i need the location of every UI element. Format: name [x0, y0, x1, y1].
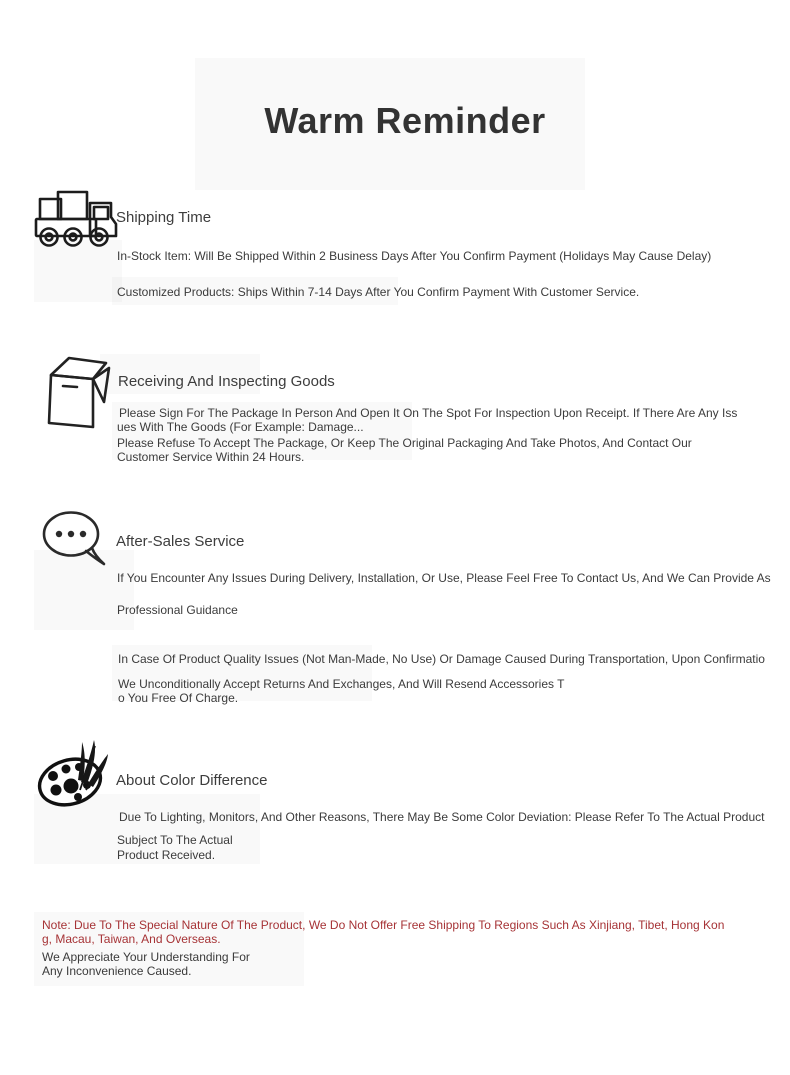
body-line: Due To Lighting, Monitors, And Other Reasons, There May Be Some Color Deviation: Please Refer To The Actual Product [119, 810, 765, 824]
body-line: Please Sign For The Package In Person And Open It On The Spot For Inspection Upon Receipt. If There Are Any Iss [119, 406, 738, 420]
body-line: o You Free Of Charge. [118, 691, 239, 705]
body-line: Professional Guidance [117, 603, 238, 617]
section-heading-receiving-goods: Receiving And Inspecting Goods [118, 373, 335, 390]
body-line: ues With The Goods (For Example: Damage... [117, 420, 364, 434]
package-box-icon [40, 350, 114, 436]
body-line: Customized Products: Ships Within 7-14 Days After You Confirm Payment With Customer Service. [117, 285, 640, 299]
note-line-red: Note: Due To The Special Nature Of The Product, We Do Not Offer Free Shipping To Regions Such As Xinjiang, Tibet, Hong Kon [42, 918, 725, 932]
body-line: Customer Service Within 24 Hours. [117, 450, 305, 464]
chat-bubble-icon [40, 506, 108, 570]
note-line: Any Inconvenience Caused. [42, 964, 192, 978]
body-line: If You Encounter Any Issues During Delivery, Installation, Or Use, Please Feel Free To Contact Us, And We Can Provide As [117, 571, 771, 585]
section-heading-after-sales: After-Sales Service [116, 533, 245, 550]
page-title: Warm Reminder [264, 100, 546, 141]
body-line: We Unconditionally Accept Returns And Exchanges, And Will Resend Accessories T [118, 677, 565, 691]
body-line: In Case Of Product Quality Issues (Not Man-Made, No Use) Or Damage Caused During Transportation, Upon Confirmatio [118, 652, 765, 666]
background-patch [34, 240, 122, 302]
truck-icon [32, 186, 124, 248]
body-line: Product Received. [117, 848, 216, 862]
section-heading-shipping-time: Shipping Time [116, 209, 212, 226]
note-line-red: g, Macau, Taiwan, And Overseas. [42, 932, 221, 946]
body-line: Subject To The Actual [117, 833, 233, 847]
section-heading-color-difference: About Color Difference [116, 772, 268, 789]
body-line: In-Stock Item: Will Be Shipped Within 2 Business Days After You Confirm Payment (Holidays May Cause Delay) [117, 249, 712, 263]
body-line: Please Refuse To Accept The Package, Or Keep The Original Packaging And Take Photos, And Contact Our [117, 436, 692, 450]
paint-palette-icon [36, 736, 120, 808]
note-line: We Appreciate Your Understanding For [42, 950, 250, 964]
